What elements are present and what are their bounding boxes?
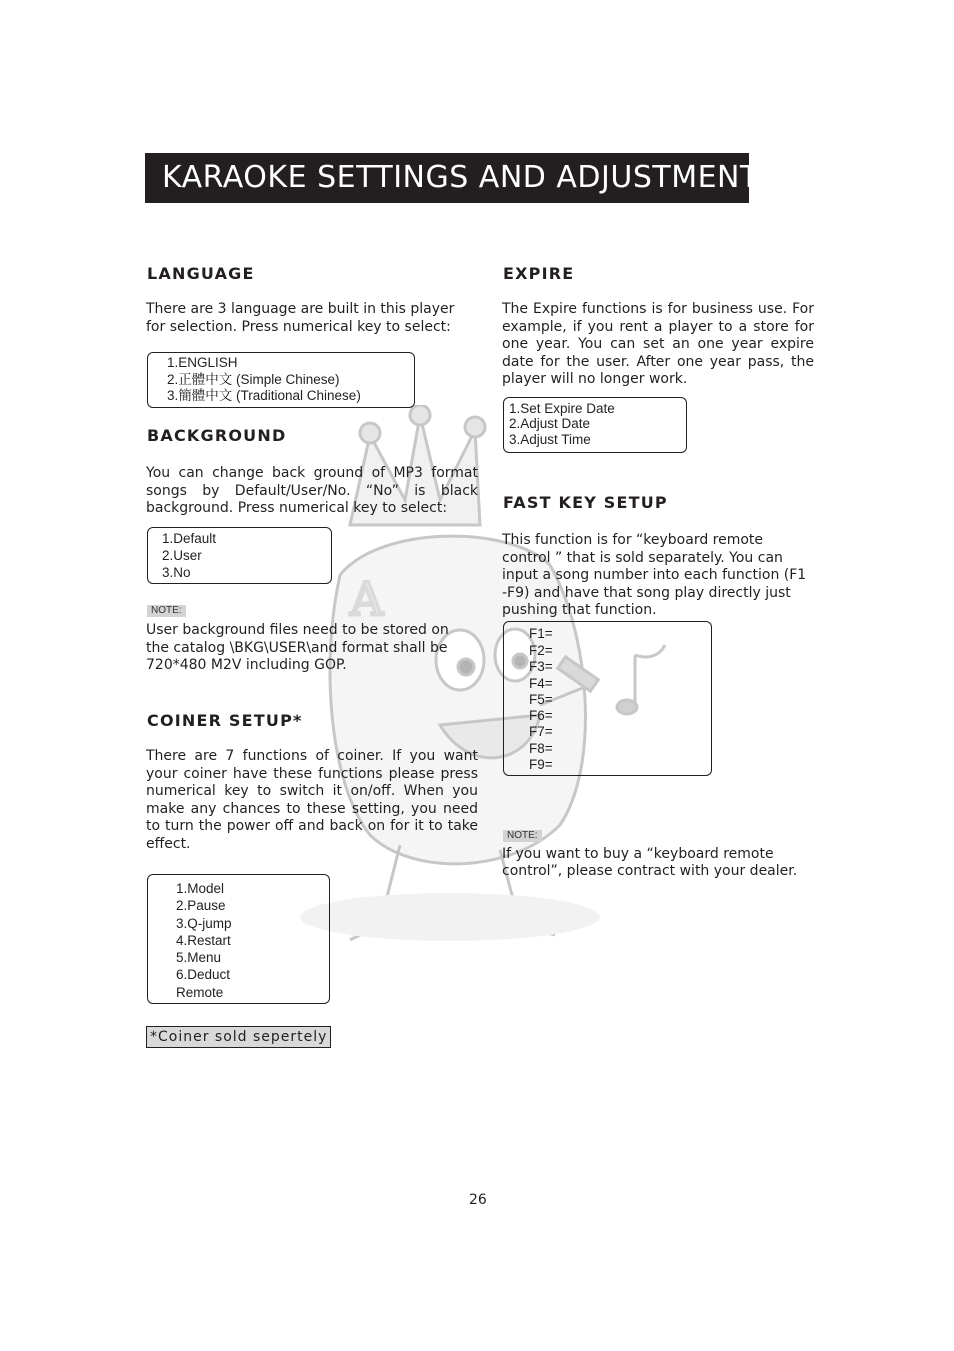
fastkey-text-line-3: input a song number into each function (F1 (502, 567, 807, 583)
coiner-option-3: 3.Q-jump (176, 916, 232, 931)
coiner-text: There are 7 functions of coiner. If you want your coiner have these functions please press numerical key to switch it on/off. When you make any chances to these setting, you need to turn the power off and back on for it to take effect. (146, 748, 478, 852)
background-option-1: 1.Default (162, 531, 217, 546)
fastkey-text-line-1: This function is for “keyboard remote (502, 532, 764, 548)
expire-option-1: 1.Set Expire Date (509, 401, 615, 416)
fastkey-key-f4: F4= (529, 676, 553, 691)
fastkey-key-f5: F5= (529, 692, 553, 707)
fastkey-key-f6: F6= (529, 708, 553, 723)
fastkey-key-f1: F1= (529, 626, 553, 641)
fastkey-note-line-1: If you want to buy a “keyboard remote (502, 846, 774, 862)
language-option-3: 3.簡體中文 (Traditional Chinese) (167, 388, 361, 403)
language-option-1: 1.ENGLISH (167, 355, 238, 370)
fastkey-note-tag: NOTE: (503, 830, 542, 842)
coiner-footnote: *Coiner sold sepertely (146, 1026, 331, 1048)
expire-text: The Expire functions is for business use. For example, if you rent a player to a store for one year. You can set an one year expire date for the user. After one year pass, the player will no longer work. (502, 301, 814, 387)
fastkey-note-line-2: control”, please contract with your dealer. (502, 863, 798, 879)
coiner-options-box (147, 874, 330, 1004)
language-option-2: 2.正體中文 (Simple Chinese) (167, 372, 340, 387)
expire-heading: EXPIRE (503, 264, 575, 283)
fastkey-text-line-2: control ” that is sold separately. You can (502, 550, 783, 566)
fastkey-key-f8: F8= (529, 741, 553, 756)
coiner-heading: COINER SETUP* (147, 711, 303, 730)
background-note-tag: NOTE: (147, 605, 186, 617)
fastkey-text-line-4: -F9) and have that song play directly just (502, 585, 791, 601)
expire-option-3: 3.Adjust Time (509, 432, 591, 447)
fastkey-text-line-5: pushing that function. (502, 602, 657, 618)
background-option-3: 3.No (162, 565, 191, 580)
language-heading: LANGUAGE (147, 264, 255, 283)
coiner-option-2: 2.Pause (176, 898, 226, 913)
background-heading: BACKGROUND (147, 426, 287, 445)
fastkey-heading: FAST KEY SETUP (503, 493, 668, 512)
coiner-option-6: 6.Deduct (176, 967, 231, 982)
fastkey-key-f2: F2= (529, 643, 553, 658)
svg-text:A: A (350, 572, 384, 626)
fastkey-key-f7: F7= (529, 724, 553, 739)
language-text: There are 3 language are built in this player for selection. Press numerical key to select: (146, 301, 455, 335)
fastkey-key-f9: F9= (529, 757, 553, 772)
page-number: 26 (469, 1192, 487, 1208)
coiner-option-1: 1.Model (176, 881, 225, 896)
background-text: You can change back ground of MP3 format songs by Default/User/No. “No” is black background. Press numerical key to select: (146, 465, 478, 516)
coiner-option-5: 5.Menu (176, 950, 222, 965)
background-option-2: 2.User (162, 548, 202, 563)
expire-option-2: 2.Adjust Date (509, 416, 591, 431)
background-note-text: User background files need to be stored on the catalog \BKG\USER\and format shall be 720*480 M2V including GOP. (146, 622, 449, 673)
coiner-option-4: 4.Restart (176, 933, 231, 948)
page-title: KARAOKE SETTINGS AND ADJUSTMENTS (162, 160, 779, 195)
fastkey-key-f3: F3= (529, 659, 553, 674)
coiner-option-7: Remote (176, 985, 224, 1000)
